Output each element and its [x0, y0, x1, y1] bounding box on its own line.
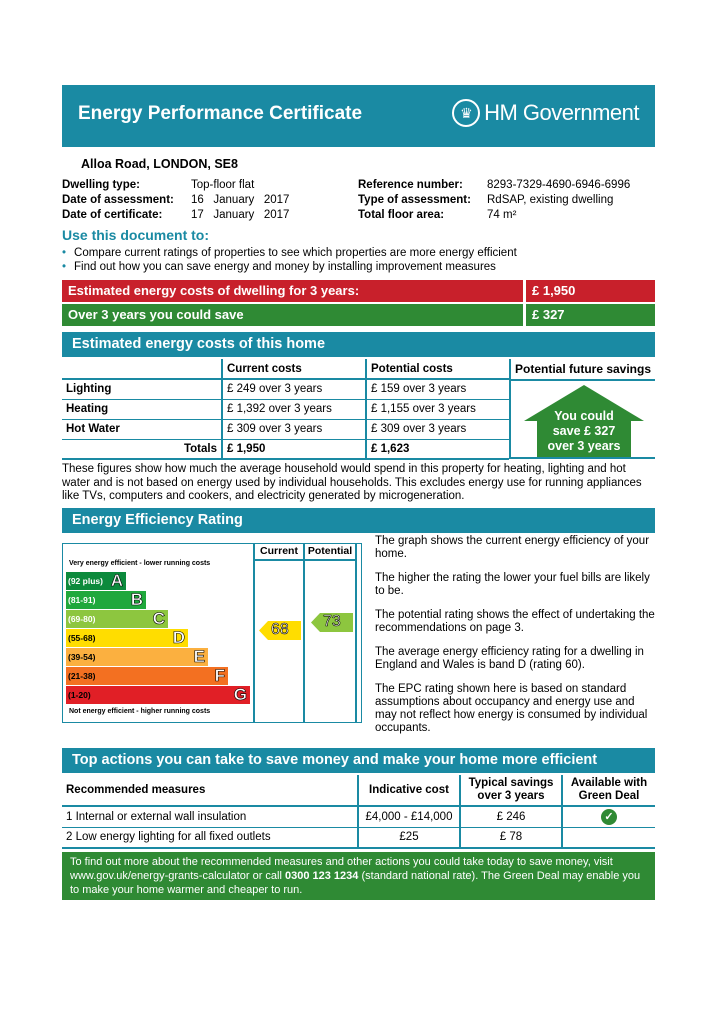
actions-header-row: [62, 775, 655, 806]
page-title: Energy Performance Certificate: [78, 103, 363, 124]
potential-column: [305, 543, 357, 723]
current-cost: £ 249 over 3 years: [222, 379, 366, 399]
crest-icon: ♛: [452, 99, 480, 127]
bullet-item: [62, 246, 517, 260]
use-bullets: [62, 246, 517, 274]
rating-band-c: [66, 610, 168, 628]
cost-summary-value: £ 1,950: [526, 280, 655, 302]
detail-label: Reference number:: [358, 179, 463, 191]
detail-row: [358, 208, 630, 223]
band-range: (21-38): [68, 671, 96, 681]
rating-paragraph: The average energy efficiency rating for a dwelling in England and Wales is band D (rating 60).: [375, 646, 644, 671]
footer-note: [62, 852, 655, 900]
table-row: [62, 419, 509, 439]
potential-rating-value: 73: [323, 613, 341, 630]
detail-row: [62, 208, 289, 223]
current-cost: £ 1,392 over 3 years: [222, 399, 366, 419]
footer-text-2: (standard national rate). The Green Deal may enable you to make your home warmer and cheaper to run.: [70, 870, 641, 896]
band-letter: D: [172, 628, 185, 647]
cost-summary-label: Estimated energy costs of dwelling for 3 years:: [62, 280, 523, 302]
green-deal-cell: [562, 806, 655, 828]
hm-government-text: HM Government: [484, 100, 639, 125]
rating-paragraph: The higher the rating the lower your fuel bills are likely to be.: [375, 572, 650, 597]
rating-paragraph: The EPC rating shown here is based on standard assumptions about occupancy and energy use and may not reflect how energy is consumed by individual occupants.: [375, 683, 648, 734]
future-savings-column: [509, 359, 655, 459]
col-green-deal: Available with Green Deal: [562, 775, 655, 806]
col-savings: Typical savings over 3 years: [460, 775, 562, 806]
band-range: (39-54): [68, 652, 96, 662]
detail-label: Date of certificate:: [62, 209, 163, 221]
actions-table: [62, 775, 655, 849]
row-label: Hot Water: [66, 423, 120, 435]
row-label: Lighting: [66, 383, 112, 396]
detail-value: 16 January 2017: [191, 194, 290, 206]
green-deal-cell: [562, 828, 655, 848]
savings-arrow-text: [511, 409, 657, 454]
detail-row: [358, 178, 630, 193]
detail-label: Dwelling type:: [62, 179, 140, 191]
band-letter: A: [110, 571, 123, 590]
rating-band-a: [66, 572, 126, 590]
table-row: [62, 806, 655, 828]
savings-summary-label: Over 3 years you could save: [62, 304, 523, 326]
actions-section-heading: Top actions you can take to save money and make your home more efficient: [62, 748, 655, 773]
potential-cost: £ 159 over 3 years: [366, 379, 509, 399]
band-letter: E: [193, 647, 205, 666]
footer-text-1: To find out more about the recommended measures and other actions you could take today to save money, visit www.gov.uk/energy-grants-calculator or call: [70, 856, 613, 882]
band-range: (69-80): [68, 614, 96, 624]
measure-name: 1 Internal or external wall insulation: [66, 811, 247, 823]
current-column-label: Current: [255, 543, 303, 561]
check-icon: ✓: [601, 809, 617, 825]
bullet-text: Compare current ratings of properties to see which properties are more energy efficient: [74, 247, 517, 259]
costs-table-wrapper: [62, 359, 655, 459]
detail-row: [358, 193, 630, 208]
totals-label: Totals: [183, 442, 217, 455]
rating-band-g: [66, 686, 250, 704]
costs-table: [62, 359, 509, 460]
savings-summary-value: £ 327: [526, 304, 655, 326]
detail-label: Total floor area:: [358, 209, 445, 221]
band-letter: C: [152, 609, 165, 628]
measure-cost: £4,000 - £14,000: [358, 806, 460, 828]
rating-band-b: [66, 591, 146, 609]
bullet-text: Find out how you can save energy and money by installing improvement measures: [74, 261, 496, 273]
detail-value: Top-floor flat: [191, 179, 255, 191]
col-current: Current costs: [222, 359, 366, 379]
property-address: Alloa Road, LONDON, SE8: [81, 157, 238, 171]
detail-label: Type of assessment:: [358, 194, 471, 206]
measure-name: 2 Low energy lighting for all fixed outlets: [66, 831, 271, 844]
arrow-line: You could: [554, 409, 614, 423]
row-label: Heating: [66, 403, 109, 415]
band-letter: B: [130, 590, 143, 609]
bullet-icon: •: [62, 247, 67, 259]
rating-band-f: [66, 667, 228, 685]
hm-government-logo: [452, 99, 639, 127]
cost-summary-bar: [62, 280, 655, 302]
current-rating-value: 68: [271, 621, 289, 638]
rating-paragraph: The graph shows the current energy efficiency of your home.: [375, 535, 650, 560]
bullet-icon: •: [62, 261, 67, 273]
col-future-savings: Potential future savings: [511, 359, 655, 381]
arrow-line: over 3 years: [547, 439, 621, 453]
rating-explanation: [375, 535, 655, 735]
potential-cost: £ 309 over 3 years: [366, 419, 509, 439]
rating-top-note: Very energy efficient - lower running costs: [69, 560, 211, 567]
rating-band-e: [66, 648, 208, 666]
col-potential: Potential costs: [366, 359, 509, 379]
footer-phone: 0300 123 1234: [285, 870, 359, 882]
costs-note: These figures show how much the average household would spend in this property for heating, lighting and hot water and is not based on energy used by individual households. This excludes energy use for running appliances like TVs, computers and cookers, and electricity generated by microgeneration.: [62, 463, 642, 502]
rating-section-heading: Energy Efficiency Rating: [62, 508, 655, 533]
detail-value: 74 m²: [487, 209, 517, 221]
certificate-header: [62, 85, 655, 147]
detail-row: [62, 193, 289, 208]
blank-header: [62, 359, 222, 379]
band-range: (1-20): [68, 690, 91, 700]
table-row: [62, 399, 509, 419]
totals-row: [62, 439, 509, 459]
costs-section-heading: Estimated energy costs of this home: [62, 332, 655, 357]
right-details: [358, 178, 630, 223]
current-rating-marker: [259, 621, 301, 640]
measure-saving: £ 78: [460, 828, 562, 848]
measure-saving: £ 246: [460, 806, 562, 828]
col-measures: Recommended measures: [66, 784, 206, 796]
detail-value: 8293-7329-4690-6946-6996: [487, 179, 631, 191]
col-cost: Indicative cost: [358, 775, 460, 806]
arrow-line: save £ 327: [552, 424, 616, 438]
detail-value: 17 January 2017: [191, 209, 290, 221]
potential-column-label: Potential: [305, 543, 355, 561]
potential-rating-marker: [311, 613, 353, 632]
savings-summary-bar: [62, 304, 655, 326]
rating-paragraph: The potential rating shows the effect of undertaking the recommendations on page 3.: [375, 609, 655, 634]
band-range: (81-91): [68, 595, 96, 605]
use-heading: Use this document to:: [62, 227, 210, 243]
detail-value: RdSAP, existing dwelling: [487, 194, 614, 206]
measure-cost: £25: [358, 828, 460, 848]
detail-label: Date of assessment:: [62, 194, 174, 206]
band-letter: F: [214, 666, 225, 685]
table-row: [62, 379, 509, 399]
bullet-item: [62, 260, 517, 274]
detail-row: [62, 178, 289, 193]
totals-potential: £ 1,623: [366, 439, 509, 459]
totals-current: £ 1,950: [222, 439, 366, 459]
band-letter: G: [233, 685, 247, 704]
band-range: (55-68): [68, 633, 96, 643]
left-details: [62, 178, 289, 223]
current-cost: £ 309 over 3 years: [222, 419, 366, 439]
table-row: [62, 828, 655, 848]
costs-header-row: [62, 359, 509, 379]
band-range: (92 plus): [68, 576, 103, 586]
rating-bottom-note: Not energy efficient - higher running costs: [69, 708, 211, 715]
potential-cost: £ 1,155 over 3 years: [366, 399, 509, 419]
rating-band-d: [66, 629, 188, 647]
